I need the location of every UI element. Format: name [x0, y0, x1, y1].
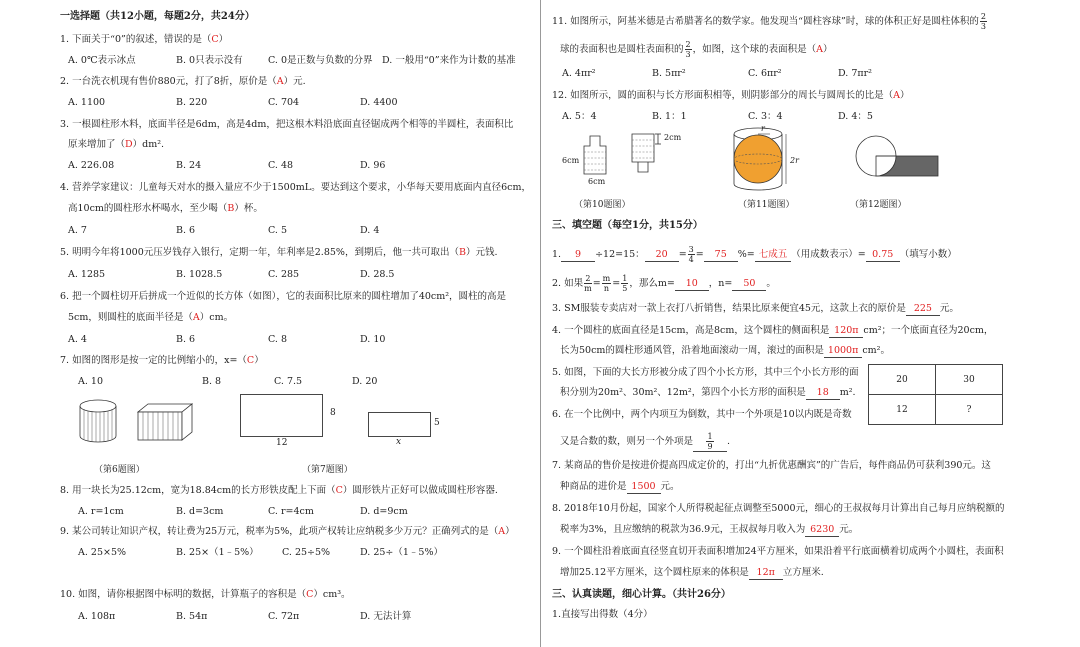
section-title-fill-blank: 三、填空题（每空1分，共15分）	[552, 220, 703, 231]
fill-question-8-line2: 税率为3%，且应缴纳的税款为36.9元，王叔叔每月收入为 6230 元。	[560, 524, 859, 535]
question-2: 2. 一台洗衣机现有售价880元，打了8折，原价是（A）元.	[60, 76, 306, 87]
fill-question-3: 3. SM服装专卖店对一款上衣打八折销售，结果比原来便宜45元，这款上衣的原价是 225 元。	[552, 303, 959, 314]
fill-question-6-line2: 又是合数的数，则另一个外项是 $\frac{1}{9}$ .	[560, 432, 731, 451]
q11-option-a: A. 4πr²	[562, 68, 596, 79]
figure-11-sphere-in-cylinder	[732, 126, 788, 190]
figure-11-caption: （第11题图）	[738, 200, 795, 210]
figure-7-small-rectangle	[368, 412, 432, 438]
question-1: 1. 下面关于“0”的叙述，错误的是（C）	[60, 34, 229, 45]
figure-12-circle-rectangle	[854, 132, 940, 180]
q2-option-d: D. 4400	[360, 97, 398, 108]
q10-option-c: C. 72π	[268, 611, 300, 622]
figure-7-large-rectangle	[240, 394, 324, 438]
q5-option-a: A. 1285	[68, 269, 106, 280]
q12-option-a: A. 5：4	[562, 111, 597, 122]
fill-question-1: 1. 9 ÷12=15： 20 = $\frac{3}{4}$ = 75 %= 七成五 （用成数表示）= 0.75 （填写小数）	[552, 245, 957, 264]
q10-option-b: B. 54π	[176, 611, 208, 622]
q1-option-d: D. 一般用“0”来作为计数的基准	[382, 55, 516, 66]
fig7-small-bottom-label: x	[396, 437, 402, 447]
question-12: 12. 如图所示，圆的面积与长方形面积相等，则阴影部分的周长与圆周长的比是（A）	[552, 90, 910, 101]
q1-option-b: B. 0只表示没有	[176, 55, 243, 66]
q3-option-a: A. 226.08	[68, 160, 115, 171]
fill-question-7-line1: 7. 某商品的售价是按进价提高四成定价的，打出“九折优惠酬宾”的广告后，每件商品仍可获利390元。这	[552, 460, 991, 471]
q7-option-a: A. 10	[78, 376, 103, 387]
question-3-line1: 3. 一根圆柱形木料，底面半径是6dm，高是4dm，把这根木料沿底面直径锯成两个相等的半圆柱，表面积比	[60, 119, 514, 130]
fill-question-5-line2: 积分别为20m²、30m²、12m²，第四个小长方形的面积是 18 m².	[560, 387, 856, 398]
fig7-large-side-label: 8	[330, 408, 336, 418]
q6-option-c: C. 8	[268, 334, 288, 345]
fill-question-6-line1: 6. 在一个比例中，两个内项互为倒数，其中一个外项是10以内既是奇数	[552, 409, 852, 420]
q9-option-b: B. 25×（1﹣5%）	[176, 547, 259, 558]
column-divider	[540, 0, 541, 647]
q7-option-c: C. 7.5	[274, 376, 303, 387]
section-title-choice: 一选择题（共12小题，每题2分，共24分）	[60, 11, 255, 22]
q8-option-b: B. d=3cm	[176, 506, 224, 517]
q10-option-d: D. 无法计算	[360, 611, 412, 622]
grid-cell: ?	[936, 395, 1003, 425]
q12-option-c: C. 3：4	[748, 111, 783, 122]
q2-option-a: A. 1100	[68, 97, 106, 108]
q6-option-d: D. 10	[360, 334, 386, 345]
fill-q5-area-grid	[868, 364, 1003, 425]
grid-cell: 20	[869, 365, 936, 395]
q9-option-a: A. 25×5%	[78, 547, 127, 558]
fill-question-2: 2. 如果 $\frac{2}{m}$ = $\frac{m}{n}$ = $\frac{1}{5}$ ，那么m= 10 ，n= 50 。	[552, 274, 776, 293]
figure-10-caption: （第10题图）	[574, 200, 631, 210]
q10-option-a: A. 108π	[78, 611, 116, 622]
fig11-radius-label: r	[761, 124, 765, 133]
q9-option-d: D. 25÷（1﹣5%）	[360, 547, 443, 558]
question-11-line2: 球的表面积也是圆柱表面积的 $\frac{2}{3}$ ，如图，这个球的表面积是（A）	[560, 40, 833, 59]
fig10-gap-label: 2cm	[664, 133, 682, 142]
section-title-calculation: 三、认真读题，细心计算。（共计26分）	[552, 589, 731, 600]
fill-question-7-line2: 种商品的进价是 1500 元。	[560, 481, 680, 492]
question-11-line1: 11. 如图所示，阿基米德是古希腊著名的数学家。他发现当“圆柱容球”时，球的体积正好是圆柱体积的 $\frac{2}{3}$	[552, 12, 986, 31]
fig7-small-side-label: 5	[434, 418, 440, 428]
figure-7-caption: （第7题图）	[302, 465, 353, 475]
fill-question-9-line2: 增加25.12平方厘米，这个圆柱原来的体积是 12π 立方厘米.	[560, 567, 824, 578]
question-4-line2: 高10cm的圆柱形水杯喝水，至少喝（B）杯。	[68, 203, 263, 214]
fig7-large-bottom-label: 12	[276, 438, 288, 448]
q12-option-d: D. 4：5	[838, 111, 873, 122]
q3-option-d: D. 96	[360, 160, 386, 171]
q8-option-a: A. r=1cm	[78, 506, 124, 517]
question-5: 5. 明明今年将1000元压岁钱存入银行，定期一年，年利率是2.85%，到期后，他一共可取出（B）元钱.	[60, 247, 498, 258]
q4-option-b: B. 6	[176, 225, 196, 236]
question-4-line1: 4. 营养学家建议：儿童每天对水的摄入量应不少于1500mL。要达到这个要求，小华每天要用底面内直径6cm，	[60, 182, 531, 193]
q6-option-b: B. 6	[176, 334, 196, 345]
fill-question-5-line1: 5. 如图，下面的大长方形被分成了四个小长方形，其中三个小长方形的面	[552, 367, 859, 378]
q11-option-b: B. 5πr²	[652, 68, 686, 79]
q2-option-b: B. 220	[176, 97, 208, 108]
left-column	[60, 0, 530, 647]
q4-option-d: D. 4	[360, 225, 380, 236]
q7-option-b: B. 8	[202, 376, 222, 387]
grid-cell: 12	[869, 395, 936, 425]
figure-6-cylinder-slices	[78, 398, 198, 446]
fig11-height-label: 2r	[790, 156, 799, 165]
figure-6-caption: （第6题图）	[94, 465, 145, 475]
question-6-line2: 5cm，则圆柱的底面半径是（A）cm。	[68, 312, 234, 323]
fill-question-4-line1: 4. 一个圆柱的底面直径是15cm，高是8cm，这个圆柱的侧面积是 120π cm²；一个底面直径为20cm，	[552, 325, 994, 336]
question-3-line2: 原来增加了（D）dm².	[68, 139, 165, 150]
q6-option-a: A. 4	[68, 334, 87, 345]
calc-question-1: 1.直接写出得数（4分）	[552, 609, 653, 620]
q8-option-c: C. r=4cm	[268, 506, 314, 517]
fill-question-9-line1: 9. 一个圆柱沿着底面直径竖直切开表面积增加24平方厘米，如果沿着平行底面横着切成两个小圆柱，表面积	[552, 546, 1004, 557]
figure-12-caption: （第12题图）	[850, 200, 907, 210]
q8-option-d: D. d=9cm	[360, 506, 408, 517]
q5-option-d: D. 28.5	[360, 269, 395, 280]
question-6-line1: 6. 把一个圆柱切开后拼成一个近似的长方体（如图），它的表面积比原来的圆柱增加了40cm²，圆柱的高是	[60, 291, 507, 302]
question-8: 8. 用一块长为25.12cm，宽为18.84cm的长方形铁皮配上下面（C）圆形铁片正好可以做成圆柱形容器.	[60, 485, 498, 496]
q1-option-c: C. 0是正数与负数的分界	[268, 55, 373, 66]
q3-option-b: B. 24	[176, 160, 202, 171]
q5-option-b: B. 1028.5	[176, 269, 223, 280]
q11-option-c: C. 6πr²	[748, 68, 782, 79]
q2-option-c: C. 704	[268, 97, 300, 108]
question-10: 10. 如图，请你根据图中标明的数据，计算瓶子的容积是（C）cm³。	[60, 589, 351, 600]
q11-option-d: D. 7πr²	[838, 68, 872, 79]
q4-option-a: A. 7	[68, 225, 87, 236]
question-9: 9. 某公司转让知识产权，转让费为25万元，税率为5%，此项产权转让应纳税多少万元？正确列式的是（A）	[60, 526, 515, 537]
right-column	[552, 0, 1022, 647]
fill-question-8-line1: 8. 2018年10月份起，国家个人所得税起征点调整至5000元，细心的王叔叔每月计算出自己每月应纳税额的	[552, 503, 1005, 514]
fig10-left-height-label: 6cm	[562, 156, 580, 165]
q3-option-c: C. 48	[268, 160, 294, 171]
fig10-bottom-width-label: 6cm	[588, 177, 606, 186]
grid-cell: 30	[936, 365, 1003, 395]
q9-option-c: C. 25÷5%	[282, 547, 331, 558]
fill-question-4-line2: 长为50cm的圆柱形通风管，沿着地面滚动一周，滚过的面积是 1000π cm²。	[560, 345, 890, 356]
q7-option-d: D. 20	[352, 376, 378, 387]
q1-option-a: A. 0℃表示冰点	[68, 55, 136, 66]
q4-option-c: C. 5	[268, 225, 288, 236]
q12-option-b: B. 1：1	[652, 111, 687, 122]
q5-option-c: C. 285	[268, 269, 300, 280]
question-7: 7. 如图的图形是按一定的比例缩小的，x=（C）	[60, 355, 264, 366]
